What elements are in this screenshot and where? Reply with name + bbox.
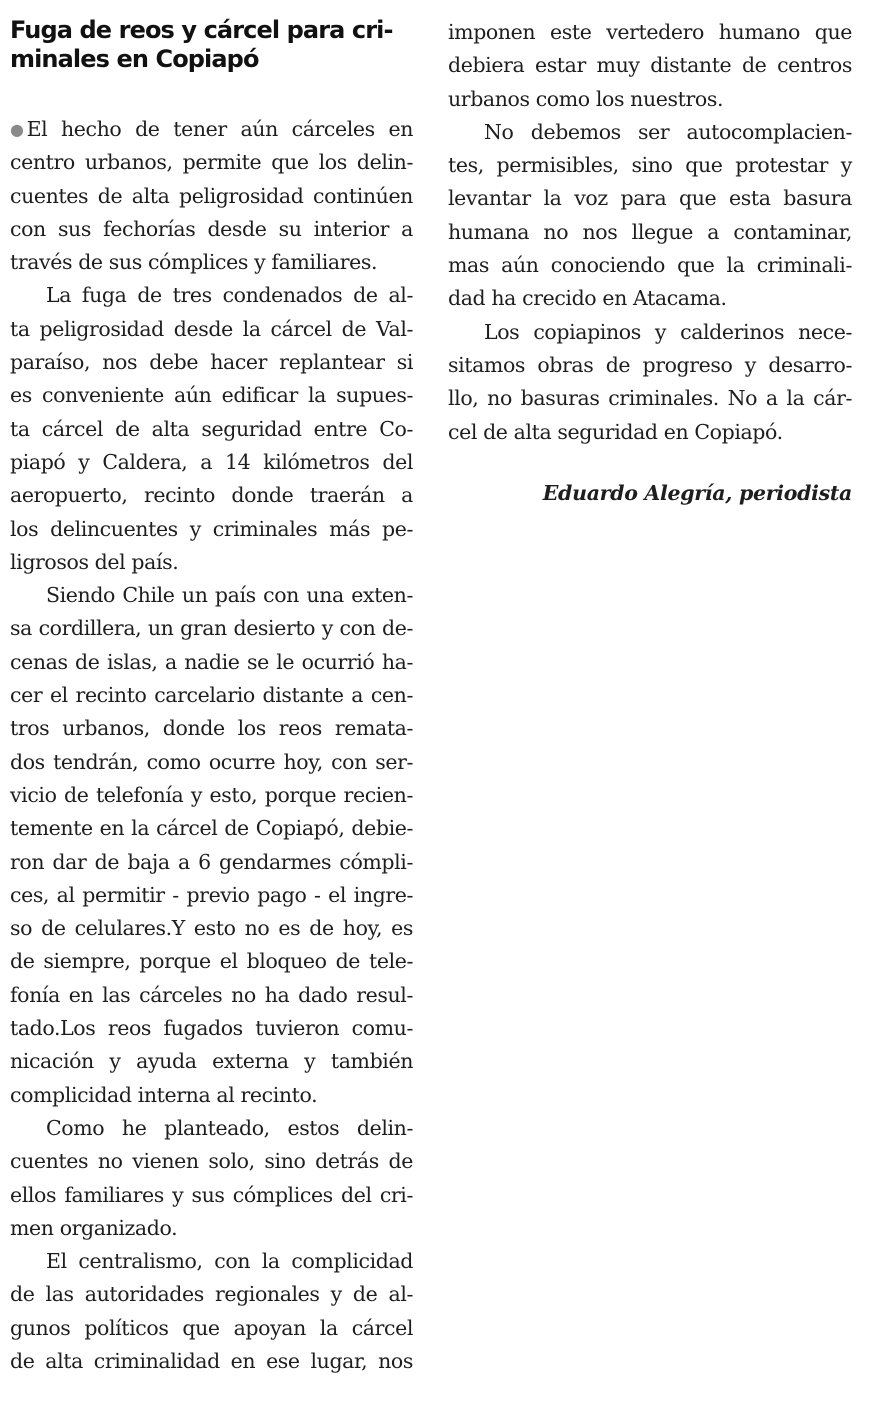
- article-text: cel de alta seguridad en Copiapó.: [448, 419, 783, 444]
- article-text-line: [10, 1112, 413, 1145]
- article-text-line: [10, 1278, 413, 1311]
- article-text-line: [10, 879, 413, 912]
- article-text-line: [10, 679, 413, 712]
- article-text-line: [10, 513, 413, 546]
- article-text: ces, al permitir - previo pago - el ingre-: [10, 882, 413, 907]
- left-column: [10, 16, 413, 1378]
- article-text: de las autoridades regionales y de al-: [10, 1282, 413, 1307]
- article-text: dos tendrán, como ocurre hoy, con ser-: [10, 749, 413, 774]
- article-text-line: [10, 746, 413, 779]
- article-text: paraíso, nos debe hacer replantear si: [10, 350, 413, 375]
- article-text: cuentes no vienen solo, sino detrás de: [10, 1149, 413, 1174]
- article-text: levantar la voz para que esta basura: [448, 186, 852, 211]
- article-text: cer el recinto carcelario distante a cen-: [10, 683, 413, 708]
- article-text-line: [10, 979, 413, 1012]
- article-text-line: [10, 579, 413, 612]
- article-text-line: [10, 479, 413, 512]
- article-text-line: [10, 1145, 413, 1178]
- article-text-line: [10, 812, 413, 845]
- article-text-line: [448, 83, 852, 116]
- headline-line: minales en Copiapó: [10, 45, 259, 73]
- article-text: La fuga de tres condenados de al-: [46, 283, 413, 308]
- article-text: complicidad interna al recinto.: [10, 1082, 318, 1107]
- article-text-line: [10, 712, 413, 745]
- article-text: so de celulares.Y esto no es de hoy, es: [10, 916, 413, 941]
- article-text-line: [448, 149, 852, 182]
- article-text-line: [10, 213, 413, 246]
- article-text-line: [10, 346, 413, 379]
- article-text: temente en la cárcel de Copiapó, debie-: [10, 816, 413, 841]
- article-text-line: [10, 246, 413, 279]
- article-text: nicación y ayuda externa y también: [10, 1049, 413, 1074]
- article-text: No debemos ser autocomplacien-: [484, 119, 852, 144]
- article-text: men organizado.: [10, 1215, 178, 1240]
- article-text: urbanos como los nuestros.: [448, 86, 724, 111]
- article-text-line: [10, 612, 413, 645]
- article-text: tes, permisibles, sino que protestar y: [448, 153, 852, 178]
- article-text: humana no nos llegue a contaminar,: [448, 219, 852, 244]
- article-text-line: [10, 446, 413, 479]
- article-text: aeropuerto, recinto donde traerán a: [10, 483, 413, 508]
- article-text-line: [448, 249, 852, 282]
- article-body-right: [448, 16, 852, 449]
- article-text: tros urbanos, donde los reos remata-: [10, 716, 413, 741]
- article-body-left: [10, 113, 413, 1378]
- article-text: ellos familiares y sus cómplices del cri-: [10, 1182, 413, 1207]
- article-text-line: [10, 180, 413, 213]
- article-text-line: [10, 646, 413, 679]
- article-text-line: [448, 349, 852, 382]
- article-text-line: [448, 116, 852, 149]
- article-text-line: [10, 1012, 413, 1045]
- article-text-line: [10, 113, 413, 146]
- bullet-icon: ●: [10, 120, 24, 139]
- article-text: través de sus cómplices y familiares.: [10, 250, 378, 275]
- article-text: Siendo Chile un país con una exten-: [46, 583, 413, 608]
- article-text-line: [10, 1312, 413, 1345]
- article-text: vicio de telefonía y esto, porque recien-: [10, 782, 413, 807]
- article-text-line: [10, 313, 413, 346]
- article-text: de alta criminalidad en ese lugar, nos: [10, 1348, 413, 1373]
- article-text-line: [10, 1045, 413, 1078]
- article-text: El centralismo, con la complicidad: [46, 1249, 413, 1274]
- article-text-line: [10, 146, 413, 179]
- article-text-line: [10, 379, 413, 412]
- article-text: sitamos obras de progreso y desarro-: [448, 352, 852, 377]
- article-text: gunos políticos que apoyan la cárcel: [10, 1315, 413, 1340]
- article-text: ta peligrosidad desde la cárcel de Val-: [10, 316, 413, 341]
- article-text-line: [448, 16, 852, 49]
- article-text-line: [448, 282, 852, 315]
- article-text-line: [10, 945, 413, 978]
- article-text: Como he planteado, estos delin-: [46, 1115, 413, 1140]
- article-text-line: [10, 912, 413, 945]
- article-text-line: [10, 779, 413, 812]
- article-text: centro urbanos, permite que los delin-: [10, 150, 413, 175]
- article-text-line: [448, 182, 852, 215]
- article-text-line: [448, 316, 852, 349]
- headline-line: Fuga de reos y cárcel para cri-: [10, 16, 393, 44]
- article-text: de siempre, porque el bloqueo de tele-: [10, 949, 413, 974]
- article-text-line: [10, 546, 413, 579]
- article-text: ligrosos del país.: [10, 549, 179, 574]
- article-text: los delincuentes y criminales más pe-: [10, 516, 413, 541]
- article-text-line: [10, 279, 413, 312]
- article-text: sa cordillera, un gran desierto y con de-: [10, 616, 413, 641]
- article-text-line: [10, 846, 413, 879]
- article-text: debiera estar muy distante de centros: [448, 53, 852, 78]
- article-text: es conveniente aún edificar la supues-: [10, 383, 413, 408]
- article-text: piapó y Caldera, a 14 kilómetros del: [10, 449, 413, 474]
- article-text-line: [448, 416, 852, 449]
- article-text: llo, no basuras criminales. No a la cár-: [448, 386, 852, 411]
- article-text-line: [10, 1079, 413, 1112]
- article-text: tado.Los reos fugados tuvieron comu-: [10, 1016, 413, 1041]
- article-text-line: [10, 1212, 413, 1245]
- article-text: mas aún conociendo que la criminali-: [448, 253, 852, 278]
- article-text-line: [10, 413, 413, 446]
- article-text: dad ha crecido en Atacama.: [448, 286, 727, 311]
- author-signature: Eduardo Alegría, periodista: [542, 480, 852, 505]
- article-text: ron dar de baja a 6 gendarmes cómpli-: [10, 849, 413, 874]
- article-text: Los copiapinos y calderinos nece-: [484, 319, 852, 344]
- article-text: fonía en las cárceles no ha dado resul-: [10, 982, 413, 1007]
- article-text: imponen este vertedero humano que: [448, 20, 852, 44]
- article-text-line: [10, 1245, 413, 1278]
- article-text-line: [448, 382, 852, 415]
- right-column: [448, 16, 852, 510]
- article-text: cenas de islas, a nadie se le ocurrió ha-: [10, 649, 413, 674]
- article-text-line: [448, 216, 852, 249]
- article-text-line: [10, 1345, 413, 1378]
- article-text: El hecho de tener aún cárceles en: [26, 117, 413, 141]
- article-text: con sus fechorías desde su interior a: [10, 216, 413, 241]
- article-text: ta cárcel de alta seguridad entre Co-: [10, 416, 413, 441]
- article-text: cuentes de alta peligrosidad continúen: [10, 183, 413, 208]
- article-text-line: [10, 1179, 413, 1212]
- headline: [10, 16, 413, 113]
- article-text-line: [448, 49, 852, 82]
